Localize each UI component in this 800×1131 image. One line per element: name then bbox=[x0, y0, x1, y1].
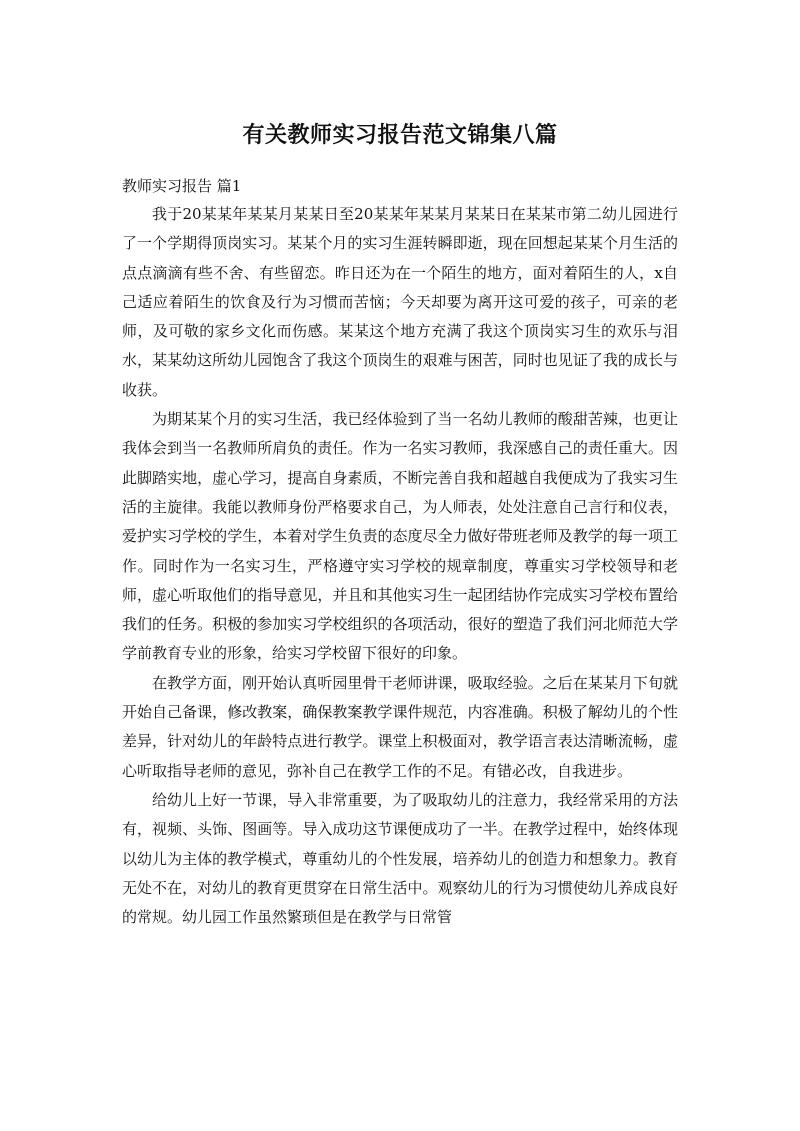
paragraph-2: 为期某某个月的实习生活，我已经体验到了当一名幼儿教师的酸甜苦辣，也更让我体会到当一名教师所肩负的责任。作为一名实习教师，我深感自己的责任重大。因此脚踏实地，虚心学习，提高自身素质，不断完善自我和超越自我便成为了我实习生活的主旋律。我能以教师身份严格要求自己，为人师表，处处注意自己言行和仪表，爱护实习学校的学生，本着对学生负责的态度尽全力做好带班老师及教学的每一项工作。同时作为一名实习生，严格遵守实习学校的规章制度，尊重实习学校领导和老师，虚心听取他们的指导意见，并且和其他实习生一起团结协作完成实习学校布置给我们的任务。积极的参加实习学校组织的各项活动，很好的塑造了我们河北师范大学学前教育专业的形象，给实习学校留下很好的印象。 bbox=[122, 410, 678, 663]
document-title: 有关教师实习报告范文锦集八篇 bbox=[242, 123, 558, 148]
paragraph-4: 给幼儿上好一节课，导入非常重要，为了吸取幼儿的注意力，我经常采用的方法有，视频、头饰、图画等。导入成功这节课便成功了一半。在教学过程中，始终体现以幼儿为主体的教学模式，尊重幼儿的个性发展，培养幼儿的创造力和想象力。教育无处不在，对幼儿的教育更贯穿在日常生活中。观察幼儿的行为习惯使幼儿养成良好的常规。幼儿园工作虽然繁琐但是在教学与日常管 bbox=[122, 790, 678, 927]
paragraph-3: 在教学方面，刚开始认真听园里骨干老师讲课，吸取经验。之后在某某月下旬就开始自己备课，修改教案，确保教案教学课件规范，内容准确。积极了解幼儿的个性差异，针对幼儿的年龄特点进行教学。课堂上积极面对，教学语言表达清晰流畅，虚心听取指导老师的意见，弥补自己在教学工作的不足。有错必改，自我进步。 bbox=[122, 673, 678, 780]
section-heading: 教师实习报告 篇1 bbox=[122, 177, 242, 195]
paragraph-1: 我于20某某年某某月某某日至20某某年某某月某某日在某某市第二幼儿园进行了一个学期得顶岗实习。某某个月的实习生涯转瞬即逝，现在回想起某某个月生活的点点滴滴有些不舍、有些留恋。昨日还为在一个陌生的地方，面对着陌生的人，x自己适应着陌生的饮食及行为习惯而苦恼；今天却要为离开这可爱的孩子，可亲的老师，及可敬的家乡文化而伤感。某某这个地方充满了我这个顶岗实习生的欢乐与泪水，某某幼这所幼儿园饱含了我这个顶岗生的艰难与困苦，同时也见证了我的成长与收获。 bbox=[122, 205, 678, 399]
